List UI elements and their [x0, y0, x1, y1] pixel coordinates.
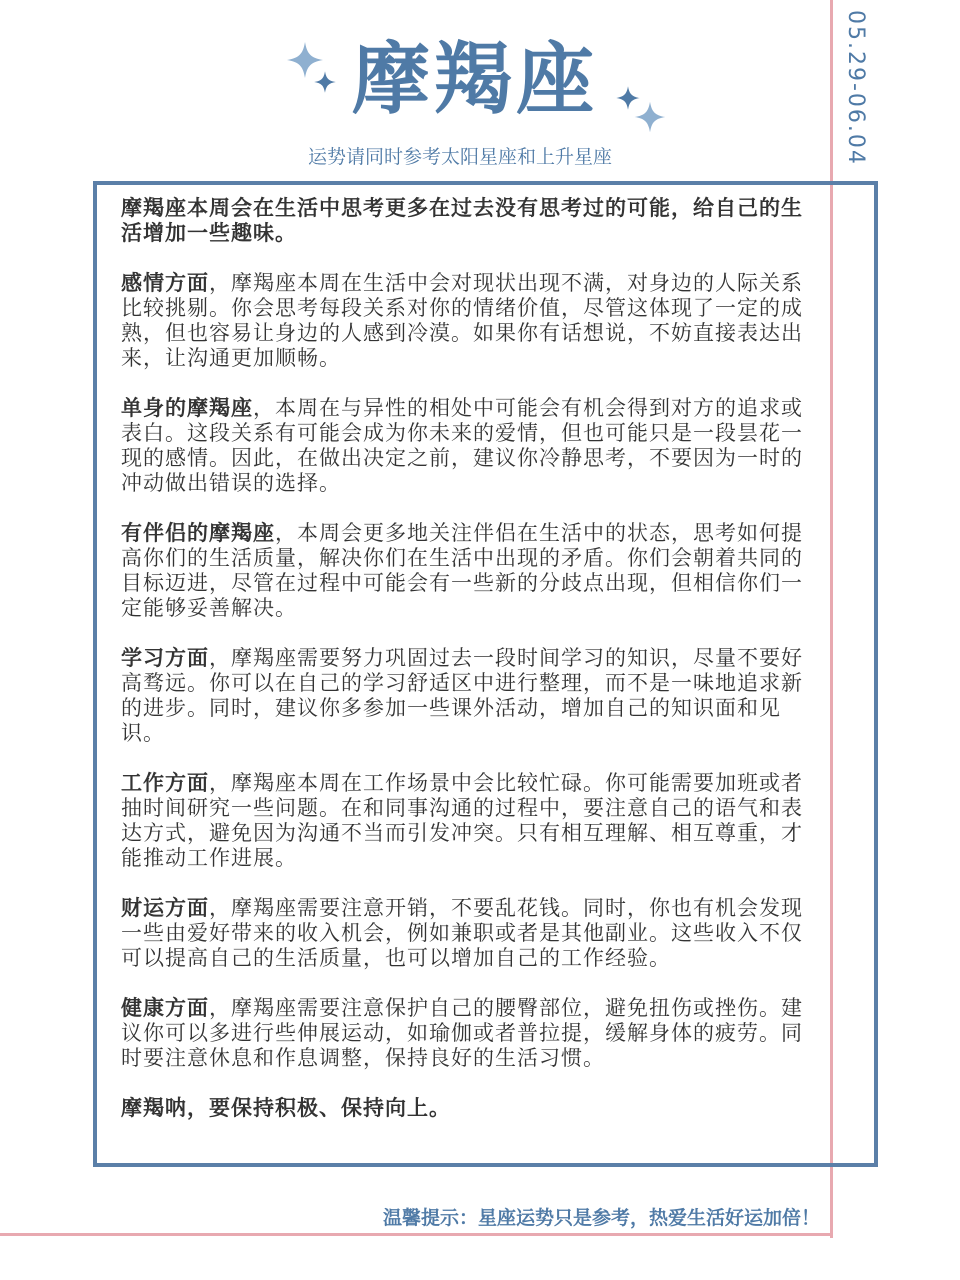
footer-tip: 温馨提示：星座运势只是参考，热爱生活好运加倍！ [382, 1207, 820, 1229]
section-text: ，本周会更多地关注伴侣在生活中的状态，思考如何提高你们的生活质量，解决你们在生活中出现的矛盾。你们会朝着共同的目标迈进，尽管在过程中可能会有一些新的分歧点出现，但相信你们一定能够妥善解决。 [121, 521, 803, 620]
section-heading: 健康方面 [121, 996, 209, 1020]
section-paragraph [121, 521, 821, 621]
intro-text: 摩羯座本周会在生活中思考更多在过去没有思考过的可能，给自己的生活增加一些趣味。 [121, 196, 803, 245]
section-text: ，摩羯座需要努力巩固过去一段时间学习的知识，尽量不要好高骛远。你可以在自己的学习舒适区中进行整理，而不是一味地追求新的进步。同时，建议你多参加一些课外活动，增加自己的知识面和见识。 [121, 646, 803, 745]
date-range: 05.29-06.04 [843, 10, 868, 166]
section-heading: 工作方面 [121, 771, 209, 795]
section-paragraph [121, 896, 821, 971]
closing-paragraph [121, 1096, 821, 1121]
section-heading: 学习方面 [121, 646, 209, 670]
section-paragraph [121, 771, 821, 871]
sparkle-icon [633, 100, 667, 134]
horoscope-content [121, 196, 821, 1146]
section-paragraph [121, 646, 821, 746]
section-text: ，摩羯座需要注意保护自己的腰臀部位，避免扭伤或挫伤。建议你可以多进行些伸展运动，如瑜伽或者普拉提，缓解身体的疲劳。同时要注意休息和作息调整，保持良好的生活习惯。 [121, 996, 803, 1070]
section-text: ，摩羯座本周在工作场景中会比较忙碌。你可能需要加班或者抽时间研究一些问题。在和同事沟通的过程中，要注意自己的语气和表达方式，避免因为沟通不当而引发冲突。只有相互理解、相互尊重，才能推动工作进展。 [121, 771, 803, 870]
section-text: ，摩羯座需要注意开销，不要乱花钱。同时，你也有机会发现一些由爱好带来的收入机会，例如兼职或者是其他副业。这些收入不仅可以提高自己的生活质量，也可以增加自己的工作经验。 [121, 896, 803, 970]
intro-paragraph [121, 196, 821, 246]
section-heading: 单身的摩羯座 [121, 396, 253, 420]
section-paragraph [121, 396, 821, 496]
section-paragraph [121, 996, 821, 1071]
section-paragraph [121, 271, 821, 371]
page-title: 摩羯座 [351, 35, 598, 125]
pink-frame-horizontal-line [0, 1233, 833, 1236]
sparkle-icon [313, 70, 337, 94]
section-heading: 感情方面 [121, 271, 209, 295]
closing-text: 摩羯呐，要保持积极、保持向上。 [121, 1096, 451, 1120]
section-text: ，摩羯座本周在生活中会对现状出现不满，对身边的人际关系比较挑剔。你会思考每段关系对你的情绪价值，尽管这体现了一定的成熟，但也容易让身边的人感到冷漠。如果你有话想说，不妨直接表达出来，让沟通更加顺畅。 [121, 271, 803, 370]
section-heading: 财运方面 [121, 896, 209, 920]
section-heading: 有伴侣的摩羯座 [121, 521, 275, 545]
subtitle: 运势请同时参考太阳星座和上升星座 [307, 146, 612, 168]
section-text: ，本周在与异性的相处中可能会有机会得到对方的追求或表白。这段关系有可能会成为你未来的爱情，但也可能只是一段昙花一现的感情。因此，在做出决定之前，建议你冷静思考，不要因为一时的冲动做出错误的选择。 [121, 396, 803, 495]
